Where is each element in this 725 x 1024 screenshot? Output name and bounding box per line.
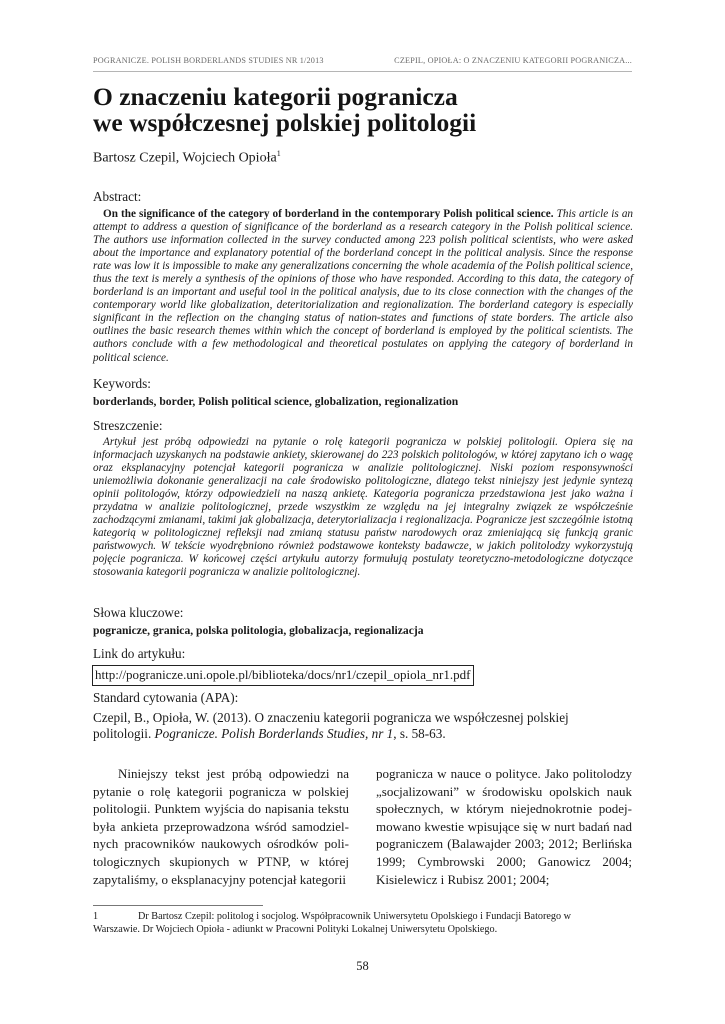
footnote-text: Dr Bartosz Czepil: politolog i socjolog. Współpracownik Uniwersytetu Opolskiego i Fundacji Batorego w Warszawie. Dr Wojciech Opioła - adiunkt w Pracowni Polityki Lokalnej Uniwersytetu Opolskiego. xyxy=(93,911,571,935)
slowa-kluczowe-label: Słowa kluczowe: xyxy=(93,605,184,620)
title-line-1: O znaczeniu kategorii pogranicza xyxy=(93,82,458,111)
slowa-kluczowe-value: pogranicze, granica, polska politologia, globalizacja, regionalizacja xyxy=(93,624,424,637)
abstract-text xyxy=(93,208,633,365)
footnote-rule xyxy=(93,905,263,906)
author-names: Bartosz Czepil, Wojciech Opioła xyxy=(93,150,277,166)
article-title xyxy=(93,84,638,136)
keywords-label: Keywords: xyxy=(93,376,151,391)
citation-pages: , s. 58-63. xyxy=(393,725,446,741)
citation-text xyxy=(93,710,623,741)
abstract-body: This article is an attempt to address a question of significance of the borderland as a research category in the Polish political science. The authors use information collected in the survey conducted among 223 polish political scientists, who were asked about the importance and explanatory potential of the borderland concept in the political analysis. Since the response rate was low it is impossible to make any generalizations concerning the whole academia of the Polish political science, thus the text is merely a synthesis of the opinions of those who have responded. According to this data, the category of borderland is an important and useful tool in the political analysis, due to its close connection with the changes of the contemporary world like globalization, deteritorialization and regionalization. The borderland category is especially significant in the reflection on the changing status of nation-states and functions of state borders. The article also outlines the basic research themes within which the concept of borderland is employed by the political scientists. The authors conclude with a few methodological and theoretical postulates on applying the category of borderland in political science. xyxy=(93,208,634,364)
running-header-left: POGRANICZE. POLISH BORDERLANDS STUDIES NR 1/2013 xyxy=(93,56,324,65)
footnote-number: 1 xyxy=(93,911,99,922)
title-line-2: we współczesnej polskiej politologii xyxy=(93,108,477,137)
running-header-right: CZEPIL, OPIOŁA: O ZNACZENIU KATEGORII POGRANICZA... xyxy=(394,56,632,65)
link-label: Link do artykułu: xyxy=(93,646,186,661)
body-column-right: pogranicza w nauce o polityce. Jako politolodzy „socjalizowani” w środowisku opolskich nauk społecznych, w którym niejednokrotnie podej-mowano kwestie wpisujące się w nurt badań nad pograniczem (Balawajder 2003; 2012; Berlińska 1999; Cymbrowski 2000; Ganowicz 2004; Kisielewicz i Rubisz 2001; 2004; xyxy=(376,766,632,887)
streszczenie-label: Streszczenie: xyxy=(93,418,163,433)
citation-journal: Pogranicze. Polish Borderlands Studies, nr 1 xyxy=(154,725,394,741)
abstract-label: Abstract: xyxy=(93,189,142,204)
article-link[interactable]: http://pogranicze.uni.opole.pl/biblioteka/docs/nr1/czepil_opiola_nr1.pdf xyxy=(92,665,474,686)
citation-label: Standard cytowania (APA): xyxy=(93,690,239,705)
keywords-value: borderlands, border, Polish political science, globalization, regionalization xyxy=(93,395,459,408)
abstract-lead: On the significance of the category of borderland in the contemporary Polish political science. xyxy=(103,208,554,220)
streszczenie-text: Artykuł jest próbą odpowiedzi na pytanie o rolę kategorii pogranicza w polskiej politologii. Opiera się na informacjach uzyskanych na podstawie ankiety, skierowanej do 223 polskich politologów, w której zapytano ich o wagę oraz eksplanacyjny potencjał kategorii pogranicza w analizie politologicznej. Niski poziom responsywności uniemożliwia dokonanie generalizacji na całe środowisko politologiczne, dlatego tekst niniejszy jest jedynie syntezą opinii politologów, którzy odpowiedzieli na naszą ankietę. Kategoria pogranicza przedstawiona jest jako ważna i przydatna w analizie politologicznej, przede wszystkim ze względu na jej integralny związek ze współcześnie zachodzącymi zmianami, takimi jak globalizacja, deterytorializacja i regionalizacja. Pogranicze jest szczególnie istotną kategorią w politologicznej refleksji nad zmianą statusu państw narodowych oraz zmieniającą się funkcją granic państwowych. W tekście wyodrębniono również podstawowe konteksty badawcze, w jakich politolodzy wykorzystują pojęcie pogranicza. W końcowej części artykułu autorzy formułują postulaty teoretyczno-metodologiczne dotyczące stosowania kategorii pogranicza w analizie politologicznej. xyxy=(93,436,633,579)
authors xyxy=(93,149,281,167)
header-rule xyxy=(93,71,632,72)
page-number: 58 xyxy=(356,959,369,973)
footnote-mark: 1 xyxy=(276,149,281,158)
citation-plain: Czepil, B., Opioła, W. (2013). O znaczeniu kategorii pogranicza we współczesnej polskiej politologii. xyxy=(93,710,569,741)
body-column-left: Niniejszy tekst jest próbą odpowiedzi na pytanie o rolę kategorii pogranicza w polskiej politologii. Punktem wyjścia do napisania tekstu była ankieta przeprowadzona wśród samodziel-nych pracowników naukowych ośrodków poli-tologicznych skupionych w PTNP, w której zapytaliśmy, o eksplanacyjny potencjał kategorii xyxy=(93,766,349,887)
footnote xyxy=(93,911,613,936)
